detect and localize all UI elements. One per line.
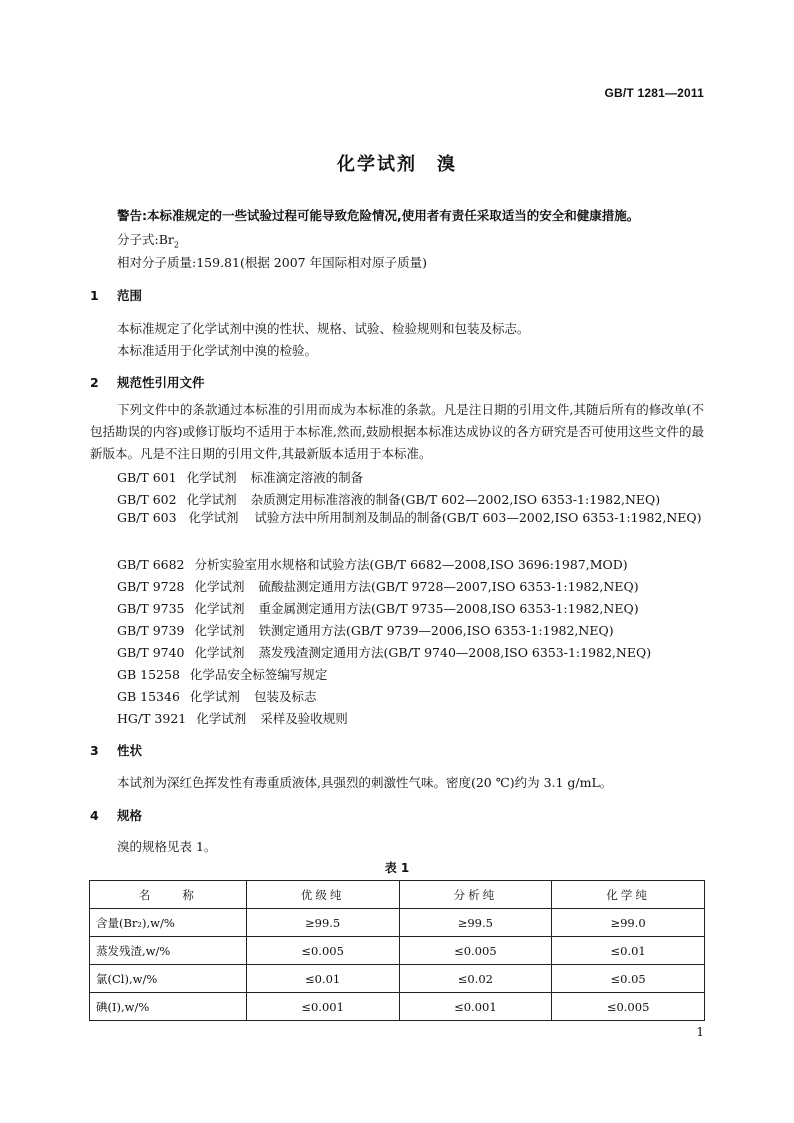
- molecular-mass: 相对分子质量:159.81(根据 2007 年国际相对原子质量): [117, 255, 427, 270]
- properties-text: 本试剂为深红色挥发性有毒重质液体,具强烈的刺激性气味。密度(20 ℃)约为 3.1 g/mL。: [117, 775, 613, 790]
- molecular-formula-subscript: 2: [173, 240, 179, 250]
- molecular-formula-label: 分子式:: [117, 232, 159, 247]
- reference-item: [117, 577, 639, 595]
- reference-item: [117, 709, 348, 727]
- molecular-formula-value: Br: [158, 232, 174, 247]
- molecular-formula: [117, 230, 179, 250]
- reference-item: [117, 599, 639, 617]
- section-number: 4: [90, 808, 99, 823]
- section-number: 1: [90, 288, 99, 303]
- reference-category: 化学试剂: [188, 510, 239, 525]
- reference-category: 化学试剂: [194, 645, 245, 660]
- table-cell-name: 碘(I),w/%: [90, 993, 247, 1021]
- reference-code: HG/T 3921: [117, 711, 187, 726]
- section-number: 2: [90, 375, 99, 390]
- reference-item: [117, 687, 316, 705]
- section-title: 性状: [117, 743, 143, 758]
- table-cell-name: 含量(Br₂),w/%: [90, 909, 247, 937]
- table-header-row: [90, 881, 705, 909]
- scope-paragraph-1: 本标准规定了化学试剂中溴的性状、规格、试验、检验规则和包装及标志。: [117, 321, 530, 336]
- reference-item: [117, 621, 614, 639]
- reference-title: 杂质测定用标准溶液的制备(GB/T 602—2002,ISO 6353-1:1982,NEQ): [250, 492, 661, 507]
- reference-code: GB/T 9735: [117, 601, 185, 616]
- reference-item: [117, 555, 628, 573]
- reference-item: [90, 507, 706, 529]
- table-cell-value: ≤0.001: [399, 993, 552, 1021]
- table-cell-value: ≤0.001: [246, 993, 399, 1021]
- table-caption: 表 1: [384, 861, 410, 875]
- reference-code: GB/T 9740: [117, 645, 185, 660]
- table-cell-value: ≥99.5: [246, 909, 399, 937]
- reference-category: 化学试剂: [186, 470, 237, 485]
- reference-title: 蒸发残渣测定通用方法(GB/T 9740—2008,ISO 6353-1:1982,NEQ): [258, 645, 652, 660]
- section-heading-scope: [90, 286, 142, 304]
- table-header-analytical-reagent: 分析纯: [399, 881, 552, 909]
- reference-code: GB/T 9739: [117, 623, 185, 638]
- reference-title: 采样及验收规则: [260, 711, 348, 726]
- scope-paragraph-2: 本标准适用于化学试剂中溴的检验。: [117, 343, 318, 358]
- section-heading-specification: [90, 806, 142, 824]
- section-title: 规格: [117, 808, 143, 823]
- section-title: 规范性引用文件: [117, 375, 205, 390]
- reference-item: [117, 665, 327, 683]
- reference-title: 化学品安全标签编写规定: [189, 667, 328, 682]
- section-heading-properties: [90, 741, 142, 759]
- reference-item: [117, 468, 363, 486]
- table-cell-value: ≥99.0: [552, 909, 705, 937]
- reference-category: 化学试剂: [189, 689, 240, 704]
- table-header-chemically-pure: 化学纯: [552, 881, 705, 909]
- reference-title: 标准滴定溶液的制备: [250, 470, 364, 485]
- document-title: 化学试剂 溴: [337, 154, 457, 175]
- reference-code: GB/T 601: [117, 470, 177, 485]
- section-heading-references: [90, 373, 205, 391]
- section-title: 范围: [117, 288, 143, 303]
- table-cell-value: ≤0.05: [552, 965, 705, 993]
- specification-text: 溴的规格见表 1。: [117, 839, 217, 854]
- reference-code: GB 15258: [117, 667, 180, 682]
- table-cell-value: ≤0.005: [552, 993, 705, 1021]
- table-header-guaranteed-reagent: 优级纯: [246, 881, 399, 909]
- reference-category: 化学试剂: [186, 492, 237, 507]
- standard-code: GB/T 1281—2011: [604, 86, 704, 100]
- page-number: 1: [696, 1025, 704, 1039]
- table-cell-value: ≤0.005: [246, 937, 399, 965]
- reference-code: GB 15346: [117, 689, 180, 704]
- table-cell-value: ≤0.02: [399, 965, 552, 993]
- reference-title: 分析实验室用水规格和试验方法(GB/T 6682—2008,ISO 3696:1987,MOD): [194, 557, 628, 572]
- reference-code: GB/T 9728: [117, 579, 185, 594]
- reference-title: 硫酸盐测定通用方法(GB/T 9728—2007,ISO 6353-1:1982,NEQ): [258, 579, 639, 594]
- reference-category: 化学试剂: [194, 579, 245, 594]
- reference-title: 铁测定通用方法(GB/T 9739—2006,ISO 6353-1:1982,NEQ): [258, 623, 614, 638]
- reference-title: 重金属测定通用方法(GB/T 9735—2008,ISO 6353-1:1982,NEQ): [258, 601, 639, 616]
- table-cell-value: ≥99.5: [399, 909, 552, 937]
- table-cell-value: ≤0.005: [399, 937, 552, 965]
- reference-code: GB/T 603: [117, 510, 177, 525]
- table-cell-name: 氯(Cl),w/%: [90, 965, 247, 993]
- safety-warning: 警告:本标准规定的一些试验过程可能导致危险情况,使用者有责任采取适当的安全和健康措施。: [117, 208, 640, 223]
- specification-table: [89, 880, 705, 1021]
- references-intro: 下列文件中的条款通过本标准的引用而成为本标准的条款。凡是注日期的引用文件,其随后所有的修改单(不包括勘误的内容)或修订版均不适用于本标准,然而,鼓励根据本标准达成协议的各方研究是否可使用这些文件的最新版本。凡是不注日期的引用文件,其最新版本适用于本标准。: [90, 402, 704, 461]
- reference-item: [117, 490, 660, 508]
- table-row: [90, 937, 705, 965]
- table-cell-value: ≤0.01: [552, 937, 705, 965]
- reference-category: 化学试剂: [196, 711, 247, 726]
- reference-code: GB/T 6682: [117, 557, 185, 572]
- reference-title: 包装及标志: [253, 689, 317, 704]
- table-cell-value: ≤0.01: [246, 965, 399, 993]
- section-number: 3: [90, 743, 99, 758]
- table-header-name: 名 称: [90, 881, 247, 909]
- reference-item: [117, 643, 651, 661]
- table-row: [90, 965, 705, 993]
- reference-title: 试验方法中所用制剂及制品的制备(GB/T 603—2002,ISO 6353-1:1982,NEQ): [254, 510, 702, 525]
- reference-category: 化学试剂: [194, 623, 245, 638]
- table-cell-name: 蒸发残渣,w/%: [90, 937, 247, 965]
- table-row: [90, 909, 705, 937]
- table-row: [90, 993, 705, 1021]
- reference-category: 化学试剂: [194, 601, 245, 616]
- reference-code: GB/T 602: [117, 492, 177, 507]
